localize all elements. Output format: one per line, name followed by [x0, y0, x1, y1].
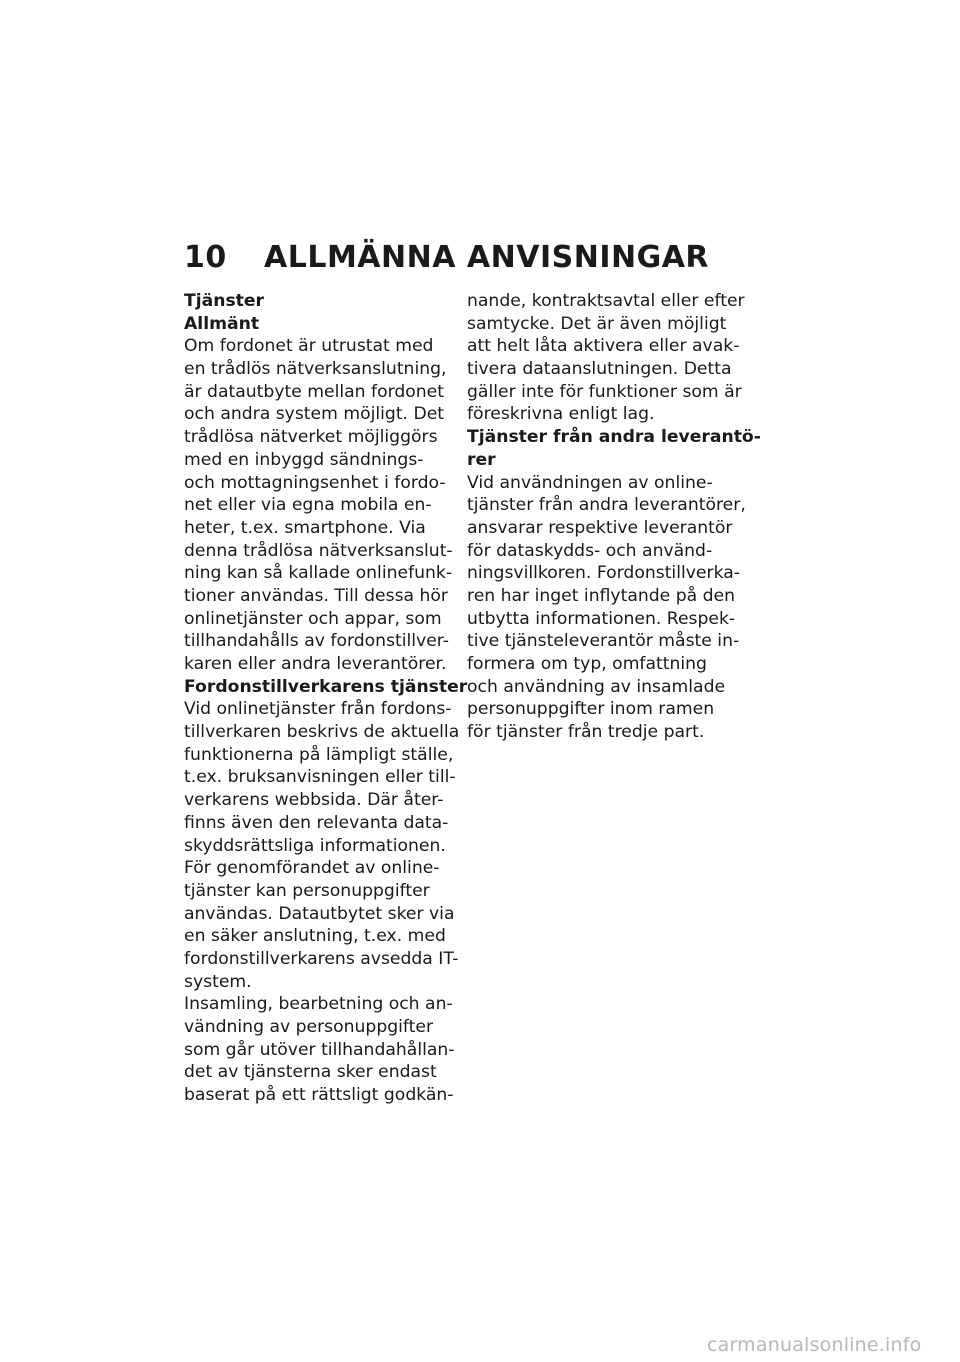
body-text-line: verkarens webbsida. Där åter- [184, 790, 444, 811]
body-text-line: samtycke. Det är även möjligt [467, 313, 727, 334]
body-text-line: tillverkaren beskrivs de aktuella [184, 722, 460, 743]
body-text-line: tive tjänsteleverantör måste in- [467, 631, 740, 652]
left-text-column [184, 290, 468, 1107]
body-text-line: föreskrivna enligt lag. [467, 404, 655, 425]
body-text-line: ningsvillkoren. Fordonstillverka- [467, 563, 740, 584]
body-text-line: net eller via egna mobila en- [184, 495, 432, 516]
body-text-line: finns även den relevanta data- [184, 812, 449, 833]
body-text-line: onlinetjänster och appar, som [184, 608, 442, 629]
body-text-line: Om fordonet är utrustat med [184, 336, 434, 357]
section-heading-line: Fordonstillverkarens tjänster [184, 676, 468, 697]
body-text-line: trådlösa nätverket möjliggörs [184, 427, 438, 448]
body-text-line: tioner användas. Till dessa hör [184, 585, 448, 606]
chapter-title: ALLMÄNNA ANVISNINGAR [264, 240, 710, 275]
body-text-line: vändning av personuppgifter [184, 1017, 434, 1037]
body-text-line: tjänster kan personuppgifter [184, 880, 430, 901]
body-text-line: funktionerna på lämpligt ställe, [184, 744, 454, 765]
section-heading-line: Tjänster från andra leverantö- [467, 427, 761, 448]
body-text-line: ren har inget inflytande på den [467, 585, 735, 606]
body-text-line: och andra system möjligt. Det [184, 404, 445, 425]
body-text-line: ansvarar respektive leverantör [467, 517, 733, 538]
chapter-heading [184, 238, 709, 278]
body-text-line: för tjänster från tredje part. [467, 722, 705, 743]
body-text-line: och mottagningsenhet i fordo- [184, 472, 446, 493]
body-text-line: nande, kontraktsavtal eller efter [467, 291, 745, 311]
body-text-line: Insamling, bearbetning och an- [184, 994, 453, 1015]
section-heading-line: Allmänt [184, 313, 260, 334]
body-text-line: en trådlös nätverksanslutning, [184, 359, 447, 380]
body-text-line: Vid onlinetjänster från fordons- [184, 699, 452, 720]
body-text-line: gäller inte för funktioner som är [467, 381, 742, 402]
body-text-line: skyddsrättsliga informationen. [184, 835, 446, 856]
body-text-line: tjänster från andra leverantörer, [467, 495, 746, 516]
body-text-line: med en inbyggd sändnings- [184, 449, 424, 470]
body-text-line: denna trådlösa nätverksanslut- [184, 540, 453, 561]
body-text-line: tillhandahålls av fordonstillver- [184, 631, 449, 652]
right-text-column [467, 290, 761, 744]
watermark-text: carmanualsonline.info [707, 1334, 922, 1356]
body-text-line: som går utöver tillhandahållan- [184, 1039, 455, 1060]
body-text-line: fordonstillverkarens avsedda IT- [184, 948, 459, 969]
body-text-line: heter, t.ex. smartphone. Via [184, 517, 426, 538]
body-text-line: personuppgifter inom ramen [467, 699, 715, 720]
body-text-line: Vid användningen av online- [467, 472, 713, 493]
section-heading-line: Tjänster [184, 291, 265, 311]
body-text-line: är datautbyte mellan fordonet [184, 381, 444, 402]
body-text-line: ning kan så kallade onlinefunk- [184, 563, 453, 584]
body-text-line: tivera dataanslutningen. Detta [467, 359, 732, 380]
body-text-line: För genomförandet av online- [184, 858, 440, 879]
body-text-line: t.ex. bruksanvisningen eller till- [184, 767, 456, 788]
body-text-line: det av tjänsterna sker endast [184, 1062, 437, 1083]
body-text-line: formera om typ, omfattning [467, 654, 707, 674]
body-text-line: för dataskydds- och använd- [467, 540, 713, 561]
body-text-line: att helt låta aktivera eller avak- [467, 336, 740, 357]
body-text-line: karen eller andra leverantörer. [184, 654, 447, 674]
body-text-line: baserat på ett rättsligt godkän- [184, 1085, 454, 1106]
body-text-line: system. [184, 971, 252, 992]
body-text-line: användas. Datautbytet sker via [184, 903, 455, 924]
body-text-line: en säker anslutning, t.ex. med [184, 926, 446, 947]
section-heading-line: rer [467, 449, 496, 470]
body-text-line: och användning av insamlade [467, 676, 726, 697]
body-text-line: utbytta informationen. Respek- [467, 608, 736, 629]
chapter-number: 10 [184, 240, 227, 275]
